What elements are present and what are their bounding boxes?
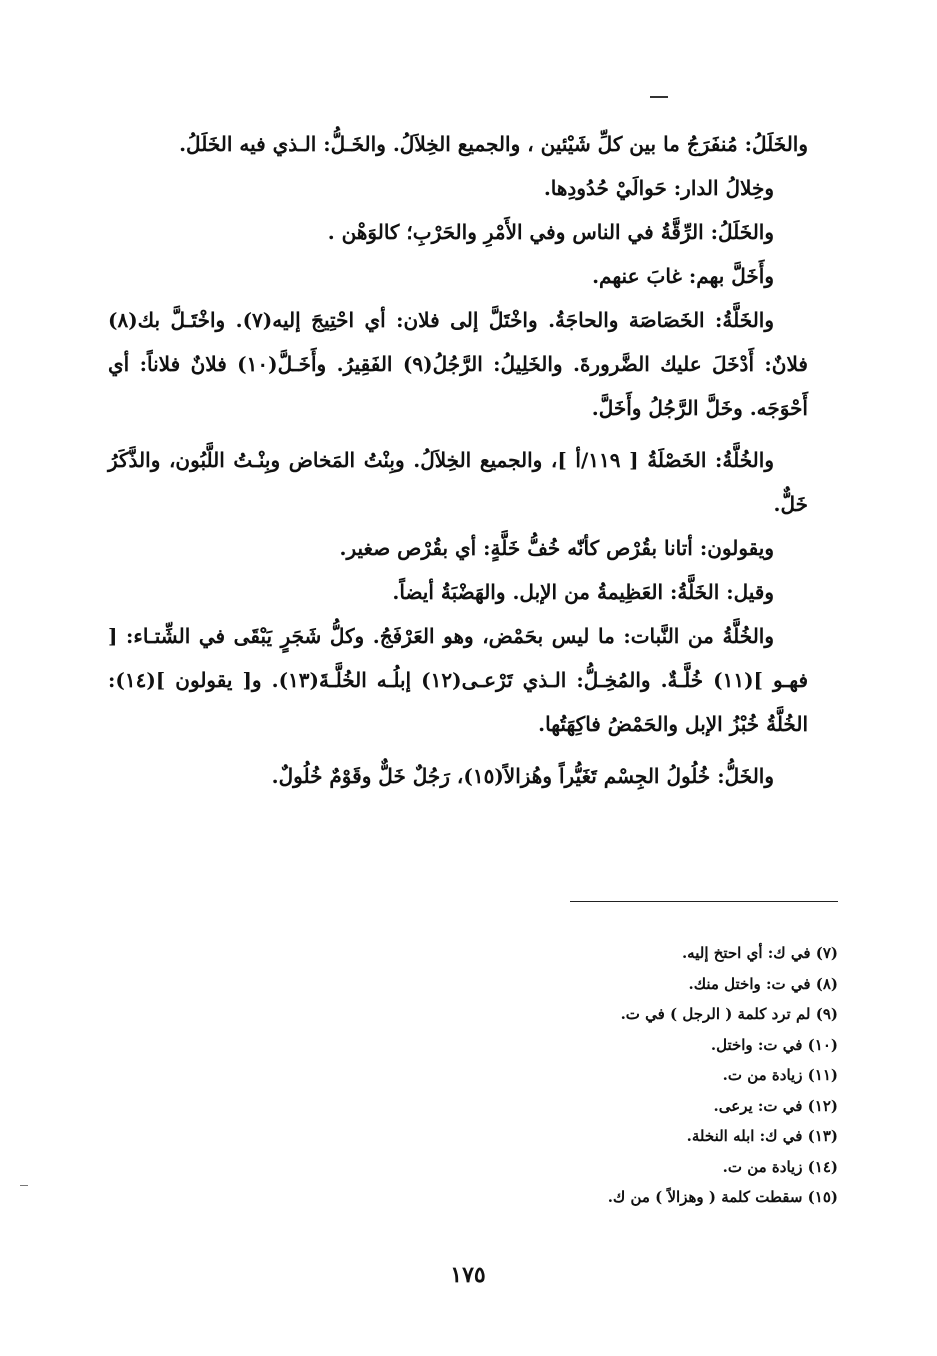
footnote: (١٣) في ك: ابله النخلة. — [686, 1127, 838, 1145]
footnote: (٩) لم ترد كلمة ( الرجل ) في ت. — [620, 1005, 838, 1023]
paragraph: والخُلَّةُ: الخَصْلَةُ [ ١١٩/أ ]، والجميع الخِلاَلُ. وبِنْتُ المَخاض وبِنْـتُ اللَّبُون، والذَّكَرُ خَلٌّ. — [108, 448, 808, 516]
main-text — [108, 122, 808, 798]
paragraph: والخَلَلُ: مُنفَرَجُ ما بين كلِّ شَيْئين ، والجميع الخِلاَلُ. والخَـلُّ: الـذي فيه الخَلَلُ. — [179, 132, 808, 156]
footnote-separator — [570, 901, 838, 902]
footnote: (٧) في ك: أي احتخ إليه. — [681, 944, 838, 962]
footnote: (٨) في ت: واختل منك. — [688, 974, 838, 993]
paragraph: والخُلَّةُ من النَّبات: ما ليس بحَمْض، وهو العَرْفَجُ. وكلُّ شَجَرٍ يَبْقَى في الشِّتـاء: [ فهـو ](١١) خُلَّـةٌ. والمُخِـلُّ: الـذي تَرْعـى(١٢) إبلُـه الخُلَّـةَ(١٣). و[ يقولون ](١٤): الخُلَّةُ خُبْزُ الإبل والحَمْضُ فاكِهَتُها. — [108, 624, 809, 736]
paragraph: وأَخَلَّ بهم: غابَ عنهم. — [592, 264, 774, 288]
footnote: (١٤) زيادة من ت. — [722, 1157, 838, 1176]
paragraph: والخَلَّةُ: الخَصَاصَة والحاجَةُ. واخْتَلَّ إلى فلان: أي احْتِيجَ إليه(٧). واخْتَـلَّ بك(٨) فلانٌ: أَدْخَلَ عليك الضَّرورةَ. والخَلِيلُ: الرَّجُلُ(٩) الفَقِيرُ. وأَخَـلَّ(١٠) فلانٌ فلاناً: أي أَحْوَجَه. وخَلَّ الرَّجُلُ وأَخَلَّ. — [108, 308, 808, 420]
header-dash — [650, 96, 668, 98]
paragraph: وقيل: الخَلَّةُ: العَظِيمةُ من الإبل. والهَضْبَةُ أيضاً. — [392, 580, 774, 604]
paragraph: وخِلالُ الدار: حَوالَيْ حُدُودِها. — [543, 176, 774, 200]
footnote: (١٠) في ت: واختل. — [710, 1035, 838, 1054]
paragraph: والخَلَلُ: الرِّقَّةُ في الناس وفي الأَمْرِ والحَرْبِ؛ كالوَهْن . — [327, 220, 774, 244]
footnotes — [460, 938, 838, 1213]
paragraph: ويقولون: أتانا بقُرْص كأنّه خُفُّ خَلَّةٍ: أي بقُرْص صغير. — [339, 536, 774, 560]
page-number: ١٧٥ — [450, 1262, 486, 1288]
footnote: (١٢) في ت: يرعى. — [713, 1096, 838, 1115]
footnote: (١١) زيادة من ت. — [722, 1066, 838, 1084]
margin-mark — [20, 1185, 28, 1186]
paragraph: والخَلُّ: خُلُولُ الجِسْم تَغَيُّراً وهُزالاً(١٥)، رَجُلٌ خَلٌّ وقَوْمٌ خُلُولٌ. — [271, 764, 774, 788]
footnote: (١٥) سقطت كلمة ( وهزالاً ) من ك. — [607, 1188, 838, 1206]
